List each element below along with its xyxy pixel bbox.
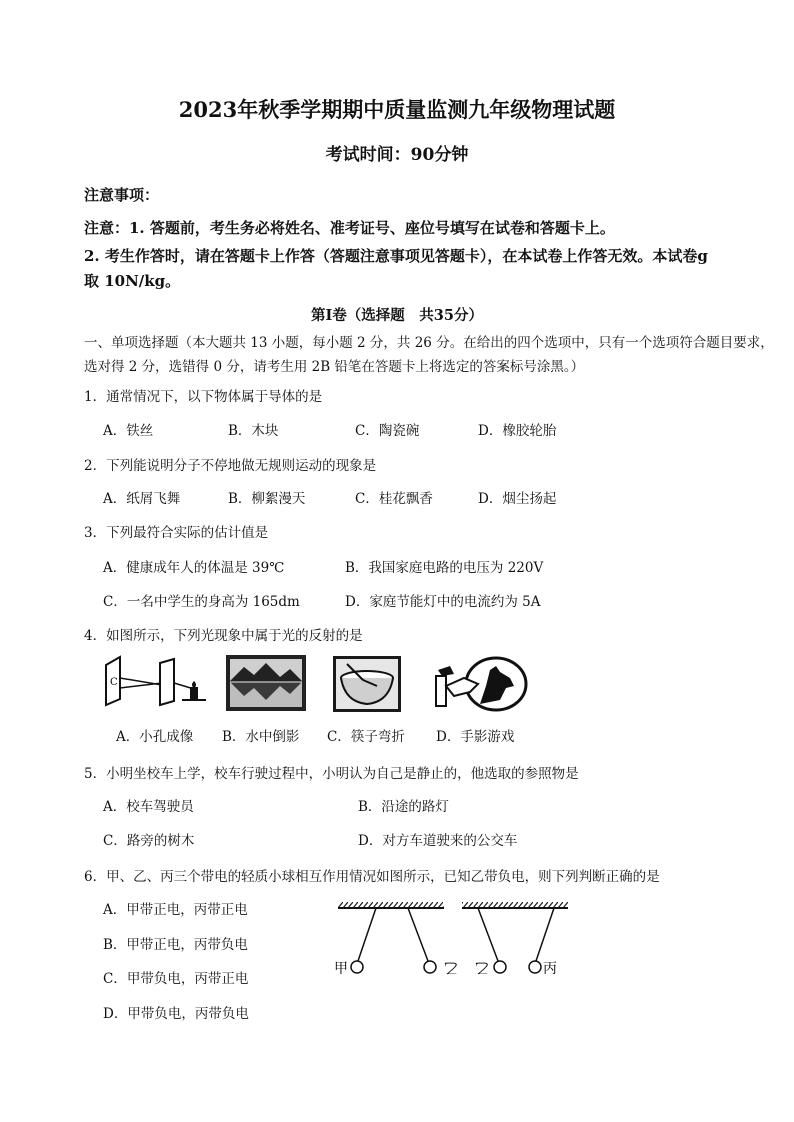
question-5-option-b: B．沿途的路灯 (358, 799, 449, 815)
question-4-option-b: B．水中倒影 (222, 729, 300, 745)
question-4-option-d: D．手影游戏 (436, 729, 515, 745)
question-3-option-d: D．家庭节能灯中的电流约为 5A (345, 594, 541, 610)
notice-line-2: 2. 考生作答时，请在答题卡上作答（答题注意事项见答题卡），在本试卷上作答无效。本试卷g (84, 247, 708, 265)
question-1-option-c: C．陶瓷碗 (355, 423, 420, 439)
question-5-option-a: A．校车驾驶员 (103, 799, 194, 815)
label-yi-right: 乙 (475, 959, 489, 975)
question-5-stem: 5．小明坐校车上学，校车行驶过程中，小明认为自己是静止的，他选取的参照物是 (84, 766, 579, 782)
question-2-option-a: A．纸屑飞舞 (103, 491, 181, 507)
section-title: 第Ⅰ卷（选择题 共35分） (311, 307, 483, 324)
pinhole-imaging-figure (102, 653, 210, 708)
question-4-option-c: C．筷子弯折 (327, 729, 405, 745)
question-4-option-a: A．小孔成像 (116, 729, 194, 745)
bent-chopsticks-figure (333, 656, 401, 712)
notice-line-1: 注意：1. 答题前，考生务必将姓名、准考证号、座位号填写在试卷和答题卡上。 (84, 219, 615, 237)
question-4-stem: 4．如图所示，下列光现象中属于光的反射的是 (84, 628, 363, 644)
ball-jia (351, 908, 376, 973)
charged-balls-figure (328, 896, 578, 986)
question-3-stem: 3．下列最符合实际的估计值是 (84, 525, 269, 541)
question-2-option-d: D．烟尘扬起 (478, 491, 557, 507)
label-jia: 甲 (334, 961, 348, 977)
exam-duration: 考试时间：90分钟 (325, 145, 469, 165)
section-intro-1: 一、单项选择题（本大题共 13 小题，每小题 2 分，共 26 分。在给出的四个选项中，只有一个选项符合题目要求， (84, 335, 774, 351)
question-3-option-b: B．我国家庭电路的电压为 220V (345, 560, 544, 576)
exam-title: 2023年秋季学期期中质量监测九年级物理试题 (178, 97, 616, 122)
water-reflection-figure (226, 655, 306, 711)
svg-text:C: C (110, 677, 118, 688)
question-1-option-a: A．铁丝 (103, 423, 154, 439)
right-support-bar (462, 902, 568, 908)
question-5-option-c: C．路旁的树木 (103, 833, 195, 849)
question-6-stem: 6．甲、乙、丙三个带电的轻质小球相互作用情况如图所示，已知乙带负电，则下列判断正确的是 (84, 869, 660, 885)
question-2-option-b: B．柳絮漫天 (228, 491, 306, 507)
question-3-option-c: C．一名中学生的身高为 165dm (103, 594, 300, 610)
hand-shadow-figure (434, 656, 528, 712)
section-intro-2: 选对得 2 分，选错得 0 分，请考生用 2B 铅笔在答题卡上将选定的答案标号涂黑。） (84, 359, 585, 375)
notice-line-2-cont: 取 10N/kg。 (84, 272, 181, 290)
question-3-option-a: A．健康成年人的体温是 39℃ (103, 560, 285, 576)
question-6-option-c: C．甲带负电，丙带正电 (103, 971, 249, 987)
question-5-option-d: D．对方车道驶来的公交车 (358, 833, 518, 849)
ball-yi-left (408, 908, 436, 973)
label-yi-left: 乙 (444, 959, 458, 975)
notice-heading: 注意事项： (84, 186, 160, 204)
question-2-stem: 2．下列能说明分子不停地做无规则运动的现象是 (84, 458, 377, 474)
question-2-option-c: C．桂花飘香 (355, 491, 433, 507)
question-6-option-a: A．甲带正电，丙带正电 (103, 902, 248, 918)
question-1-stem: 1．通常情况下，以下物体属于导体的是 (84, 389, 323, 405)
left-support-bar (338, 902, 444, 908)
question-1-option-d: D．橡胶轮胎 (478, 423, 557, 439)
question-6-option-d: D．甲带负电，丙带负电 (103, 1006, 249, 1022)
question-6-option-b: B．甲带正电，丙带负电 (103, 937, 248, 953)
label-bing: 丙 (543, 961, 557, 977)
question-1-option-b: B．木块 (228, 423, 279, 439)
